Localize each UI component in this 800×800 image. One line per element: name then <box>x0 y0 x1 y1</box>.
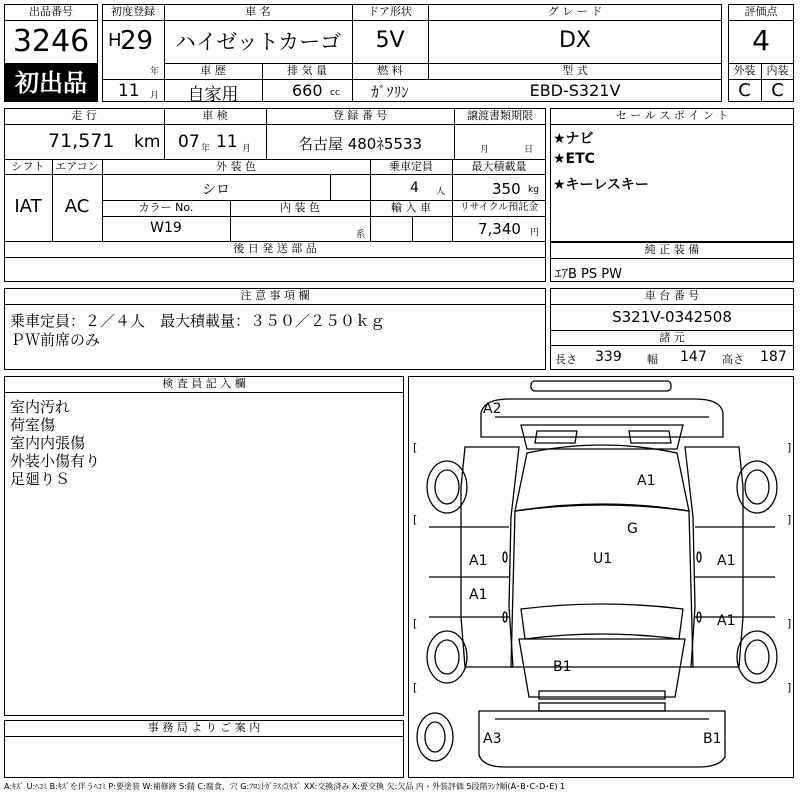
registration-year: 29 <box>120 26 154 56</box>
dimensions-label: 諸 元 <box>659 331 685 344</box>
genuine-equipment-label: 純 正 装 備 <box>644 243 700 256</box>
width-value: 147 <box>680 349 707 365</box>
chassis-number: S321V-0342508 <box>612 308 732 326</box>
color-number: W19 <box>150 220 182 236</box>
model-label: 型 式 <box>562 64 588 77</box>
grade-label: グ レ ー ド <box>547 5 603 18</box>
interior-color-label: 内 装 色 <box>280 201 320 214</box>
mileage-label: 走 行 <box>71 109 97 122</box>
displacement: 660 <box>292 81 323 100</box>
lot-number: 3246 <box>12 24 90 59</box>
interior-label: 内装 <box>766 64 789 77</box>
transfer-day-unit: 日 <box>524 145 534 155</box>
car-name-label: 車 名 <box>245 5 271 18</box>
genuine-equipment: ｴｱB PS PW <box>555 267 622 282</box>
inspection-label: 車 検 <box>202 109 228 122</box>
length-label: 長さ <box>555 353 577 366</box>
damage-mark: A1 <box>637 473 656 489</box>
inspection-month-unit: 月 <box>242 144 252 154</box>
fuel: ｶﾞｿﾘﾝ <box>371 83 409 101</box>
shift: IAT <box>14 196 42 217</box>
chassis-label: 車 台 番 号 <box>644 289 700 302</box>
ac: AC <box>64 196 90 217</box>
damage-mark: U1 <box>593 551 613 567</box>
color-number-label: カラー No. <box>138 201 194 214</box>
car-name: ハイゼットカーゴ <box>174 30 342 54</box>
recycle-deposit: 7,340 <box>478 220 521 238</box>
max-load-label: 最大積載量 <box>471 160 527 173</box>
damage-mark: B1 <box>703 731 722 747</box>
svg-text:[: [ <box>413 617 418 630</box>
era-letter: H <box>108 30 122 51</box>
exterior-color-label: 外 装 色 <box>216 160 256 173</box>
max-load: 350 <box>492 180 521 198</box>
recycle-unit: 円 <box>530 228 540 238</box>
selling-point-item: ★ナビ <box>553 131 594 147</box>
max-load-unit: kg <box>528 185 539 195</box>
grade: DX <box>558 28 591 53</box>
svg-text:[: [ <box>413 681 418 694</box>
displacement-unit: cc <box>330 88 340 98</box>
capacity: 4 <box>410 180 419 196</box>
svg-text:]: ] <box>787 513 792 526</box>
legend: A:ｷｽﾞ U:ﾍｺﾐ B:ｷｽﾞを伴うﾍｺﾐ P:要塗装 W:補修跡 S:錆 C:腐食、穴 G:ﾌﾛﾝﾄｶﾞﾗｽ点ｷｽﾞ XX:交換済み X:要交換 欠:欠品 内・外装評価 5段階ﾗﾝｸ順(A･B･C･D･E) 1 <box>4 782 566 791</box>
damage-mark: G <box>627 521 638 537</box>
damage-mark: A1 <box>469 553 488 569</box>
recycle-label: リサイクル預託金 <box>459 202 539 213</box>
ac-label: エアコン <box>55 160 99 173</box>
plate-label: 登 録 番 号 <box>332 109 388 122</box>
inspector-note: 室内内張傷 <box>10 434 86 452</box>
svg-text:[: [ <box>413 513 418 526</box>
registration-year-unit: 年 <box>150 67 160 77</box>
height-value: 187 <box>760 349 787 365</box>
inspection-month: 11 <box>216 132 238 152</box>
shift-label: シフト <box>11 160 45 173</box>
inspector-note: 室内汚れ <box>10 398 71 416</box>
length-value: 339 <box>595 349 622 365</box>
first-registration-label: 初度登録 <box>111 5 155 18</box>
score-label: 評価点 <box>744 5 778 18</box>
damage-mark: A1 <box>717 553 736 569</box>
damage-mark: A1 <box>469 587 488 603</box>
score: 4 <box>752 24 770 57</box>
capacity-label: 乗車定員 <box>389 160 433 173</box>
inspection-year: 07 <box>178 132 200 152</box>
first-listing-badge: 初出品 <box>4 64 98 102</box>
damage-diagram <box>408 376 794 778</box>
import-label: 輸 入 車 <box>391 201 431 214</box>
selling-point-item: ★キーレスキー <box>553 177 649 193</box>
door-type: 5V <box>375 28 405 53</box>
inspector-block <box>4 376 404 716</box>
mileage-unit: km <box>134 132 161 152</box>
selling-point-item: ★ETC <box>553 151 595 167</box>
interior-color-unit: 系 <box>356 230 366 240</box>
exterior-grade: C <box>738 80 751 101</box>
notes-line: ＰＷ前席のみ <box>10 331 101 349</box>
exterior-label: 外装 <box>733 64 756 77</box>
registration-month-unit: 月 <box>150 91 160 101</box>
notes-label: 注 意 事 項 欄 <box>240 289 310 302</box>
svg-text:]: ] <box>787 681 792 694</box>
inspector-note: 足廻りＳ <box>10 470 71 488</box>
later-parts-label: 後 日 発 送 部 品 <box>233 242 317 255</box>
registration-month: 11 <box>118 81 140 101</box>
office-label: 事 務 局 よ り ご 案 内 <box>147 721 261 734</box>
inspector-note: 外装小傷有り <box>10 452 101 470</box>
svg-text:]: ] <box>787 441 792 454</box>
svg-text:]: ] <box>787 617 792 630</box>
displacement-label: 排 気 量 <box>287 64 327 77</box>
transfer-deadline-label: 譲渡書類期限 <box>467 109 533 122</box>
plate-number: 名古屋 480ﾈ5533 <box>297 135 423 153</box>
damage-mark: B1 <box>553 659 572 675</box>
width-label: 幅 <box>647 353 658 366</box>
damage-mark: A2 <box>483 401 502 417</box>
history-label: 車 歴 <box>200 64 226 77</box>
mileage: 71,571 <box>48 130 115 152</box>
damage-mark: A1 <box>717 613 736 629</box>
history: 自家用 <box>187 85 239 105</box>
selling-points-label: セ ー ル ス ポ イ ン ト <box>615 109 729 122</box>
interior-grade: C <box>771 80 784 101</box>
fuel-label: 燃 料 <box>377 64 403 77</box>
capacity-unit: 人 <box>436 187 446 197</box>
inspector-label: 検 査 員 記 入 欄 <box>162 377 246 390</box>
model-code: EBD-S321V <box>529 81 621 100</box>
inspector-note: 荷室傷 <box>10 416 56 434</box>
inspection-year-unit: 年 <box>201 144 211 154</box>
notes-line: 乗車定員：２／４人 最大積載量：３５０／２５０ｋｇ <box>10 312 386 330</box>
damage-mark: A3 <box>483 731 502 747</box>
door-label: ドア形状 <box>368 5 412 18</box>
svg-text:[: [ <box>413 441 418 454</box>
transfer-month-unit: 月 <box>480 145 490 155</box>
exterior-color: シロ <box>202 182 230 198</box>
height-label: 高さ <box>722 353 744 366</box>
lot-number-label: 出品番号 <box>29 5 73 18</box>
